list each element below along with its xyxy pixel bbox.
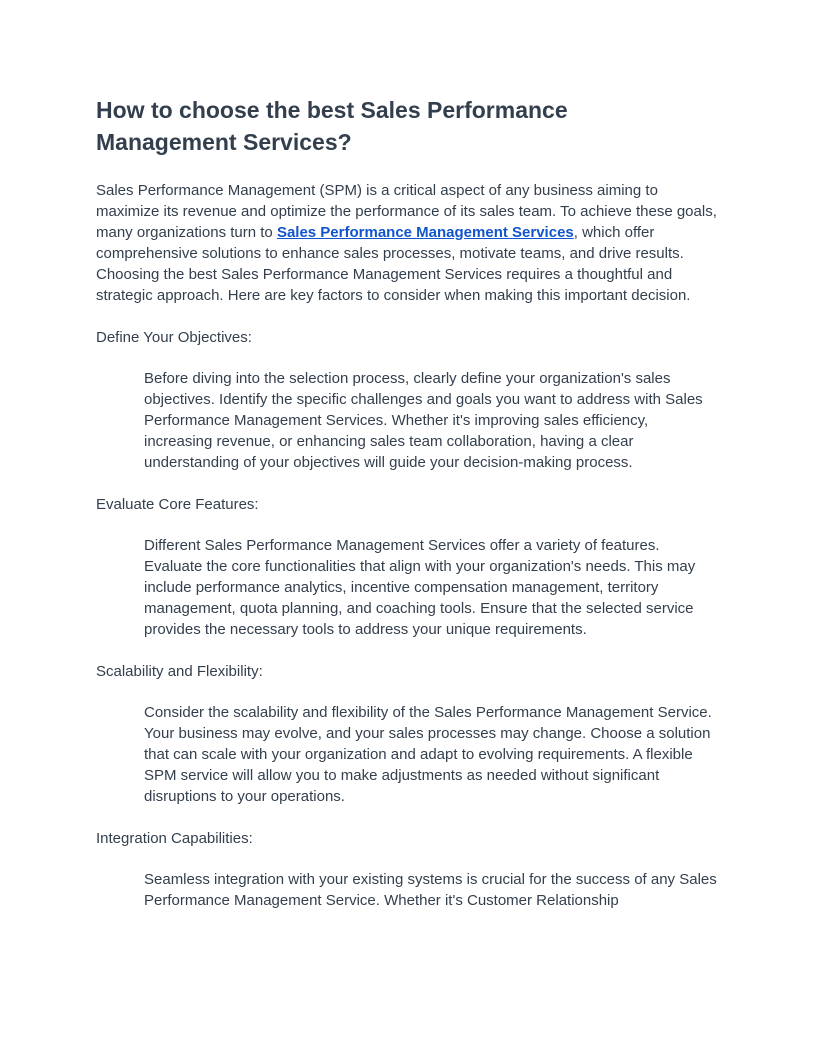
spm-services-link[interactable]: Sales Performance Management Services <box>276 224 574 241</box>
section-body-integration: Seamless integration with your existing systems is crucial for the success of any Sales Performance Management Service. Whether it's Customer Relationship <box>144 871 717 909</box>
section-body-scalability: Consider the scalability and flexibility of the Sales Performance Management Service. Your business may evolve, and your sales processes may change. Choose a solution that can scale with your organization and adapt to evolving requirements. A flexible SPM service will allow you to make adjustments as needed without significant disruptions to your operations. <box>144 704 712 805</box>
document-title: How to choose the best Sales Performance Management Services? <box>96 97 568 155</box>
intro-text-before-link: Sales Performance Management (SPM) is a critical aspect of any business aiming to maximize its revenue and optimize the performance of its sales team. To achieve these goals, many organizations turn to <box>96 182 717 241</box>
section-heading-objectives: Define Your Objectives: <box>96 329 252 346</box>
intro-paragraph <box>96 180 720 306</box>
section-body-objectives: Before diving into the selection process, clearly define your organization's sales objectives. Identify the specific challenges and goals you want to address with Sales Performance Management Services. Whether it's improving sales efficiency, increasing revenue, or enhancing sales team collaboration, having a clear understanding of your objectives will guide your decision-making process. <box>144 370 703 471</box>
section-heading-scalability: Scalability and Flexibility: <box>96 663 263 680</box>
section-body-core-features: Different Sales Performance Management Services offer a variety of features. Evaluate the core functionalities that align with your organization's needs. This may include performance analytics, incentive compensation management, territory management, quota planning, and coaching tools. Ensure that the selected service provides the necessary tools to address your unique requirements. <box>144 537 696 638</box>
section-heading-integration: Integration Capabilities: <box>96 830 253 847</box>
section-heading-core-features: Evaluate Core Features: <box>96 496 259 513</box>
document-page <box>96 94 720 911</box>
intro-text-after-link: , which offer comprehensive solutions to enhance sales processes, motivate teams, and drive results. Choosing the best Sales Performance Management Services requires a thoughtful and strategic approach. Here are key factors to consider when making this important decision. <box>96 224 691 304</box>
